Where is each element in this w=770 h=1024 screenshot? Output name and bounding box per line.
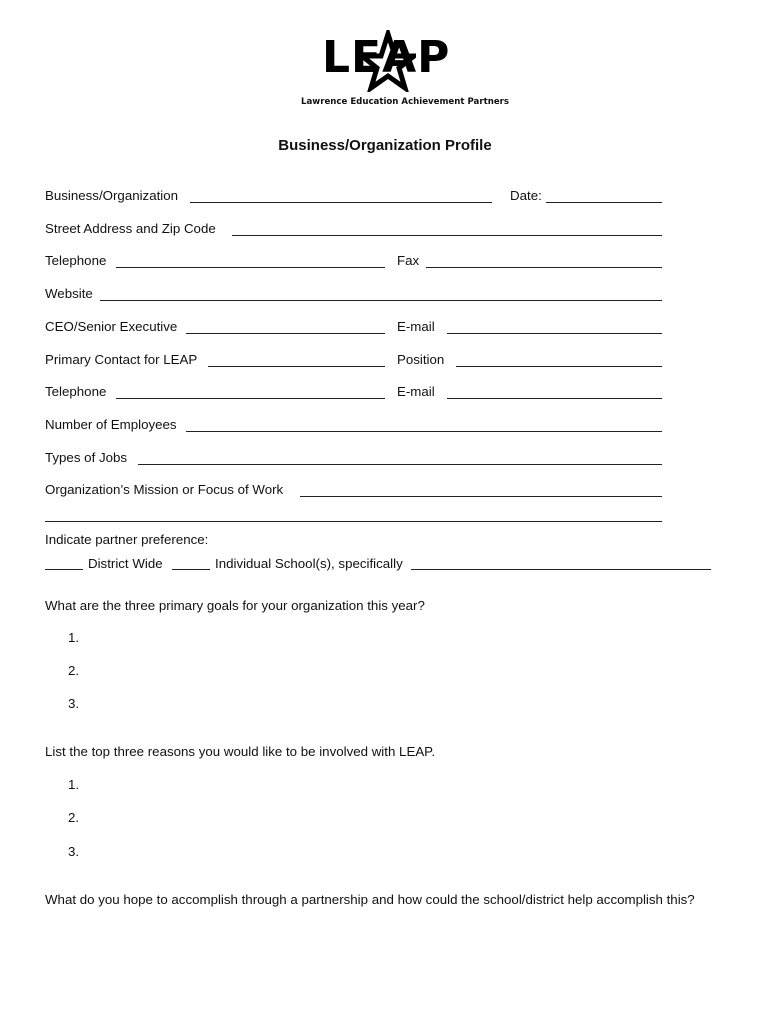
jobs-field[interactable] [138,464,662,465]
contact-telephone-label: Telephone [45,384,107,399]
goal-item-number: 3. [68,696,80,711]
mission-field-line-2[interactable] [45,521,662,522]
logo-subtitle: Lawrence Education Achievement Partners [301,97,509,107]
individual-school-field[interactable] [411,569,711,570]
business-label: Business/Organization [45,188,179,203]
date-field[interactable] [546,202,662,203]
telephone-label: Telephone [45,253,107,268]
partner-prompt: Indicate partner preference: [45,532,209,547]
goal-item-number: 2. [68,663,80,678]
jobs-label: Types of Jobs [45,450,128,465]
contact-telephone-field[interactable] [116,398,385,399]
reason-item-number: 1. [68,777,80,792]
street-field[interactable] [232,235,662,236]
goal-item-number: 1. [68,630,80,645]
logo-wordmark [322,32,451,83]
telephone-field[interactable] [116,267,385,268]
date-label: Date: [510,188,542,203]
page-title: Business/Organization Profile [278,137,492,154]
employees-field[interactable] [186,431,662,432]
individual-school-blank[interactable] [172,569,210,570]
website-label: Website [45,286,93,301]
ceo-field[interactable] [186,333,385,334]
employees-label: Number of Employees [45,417,177,432]
goals-question: What are the three primary goals for your organization this year? [45,598,425,613]
fax-field[interactable] [426,267,662,268]
website-field[interactable] [100,300,662,301]
email-field[interactable] [447,333,662,334]
reason-item-number: 2. [68,810,80,825]
district-wide-blank[interactable] [45,569,83,570]
logo-text: LEAP [322,32,451,83]
primary-contact-label: Primary Contact for LEAP [45,352,198,367]
street-label: Street Address and Zip Code [45,221,216,236]
reasons-question: List the top three reasons you would like to be involved with LEAP. [45,744,436,759]
business-field[interactable] [190,202,492,203]
position-field[interactable] [456,366,662,367]
contact-email-label: E-mail [397,384,435,399]
fax-label: Fax [397,253,420,268]
reason-item-number: 3. [68,844,80,859]
mission-label: Organization’s Mission or Focus of Work [45,482,284,497]
email-label: E-mail [397,319,435,334]
final-question: What do you hope to accomplish through a partnership and how could the school/district help accomplish this? [45,892,695,907]
individual-school-label: Individual School(s), specifically [215,556,403,571]
ceo-label: CEO/Senior Executive [45,319,178,334]
mission-field[interactable] [300,496,662,497]
position-label: Position [397,352,445,367]
primary-contact-field[interactable] [208,366,385,367]
contact-email-field[interactable] [447,398,662,399]
district-wide-label: District Wide [88,556,163,571]
